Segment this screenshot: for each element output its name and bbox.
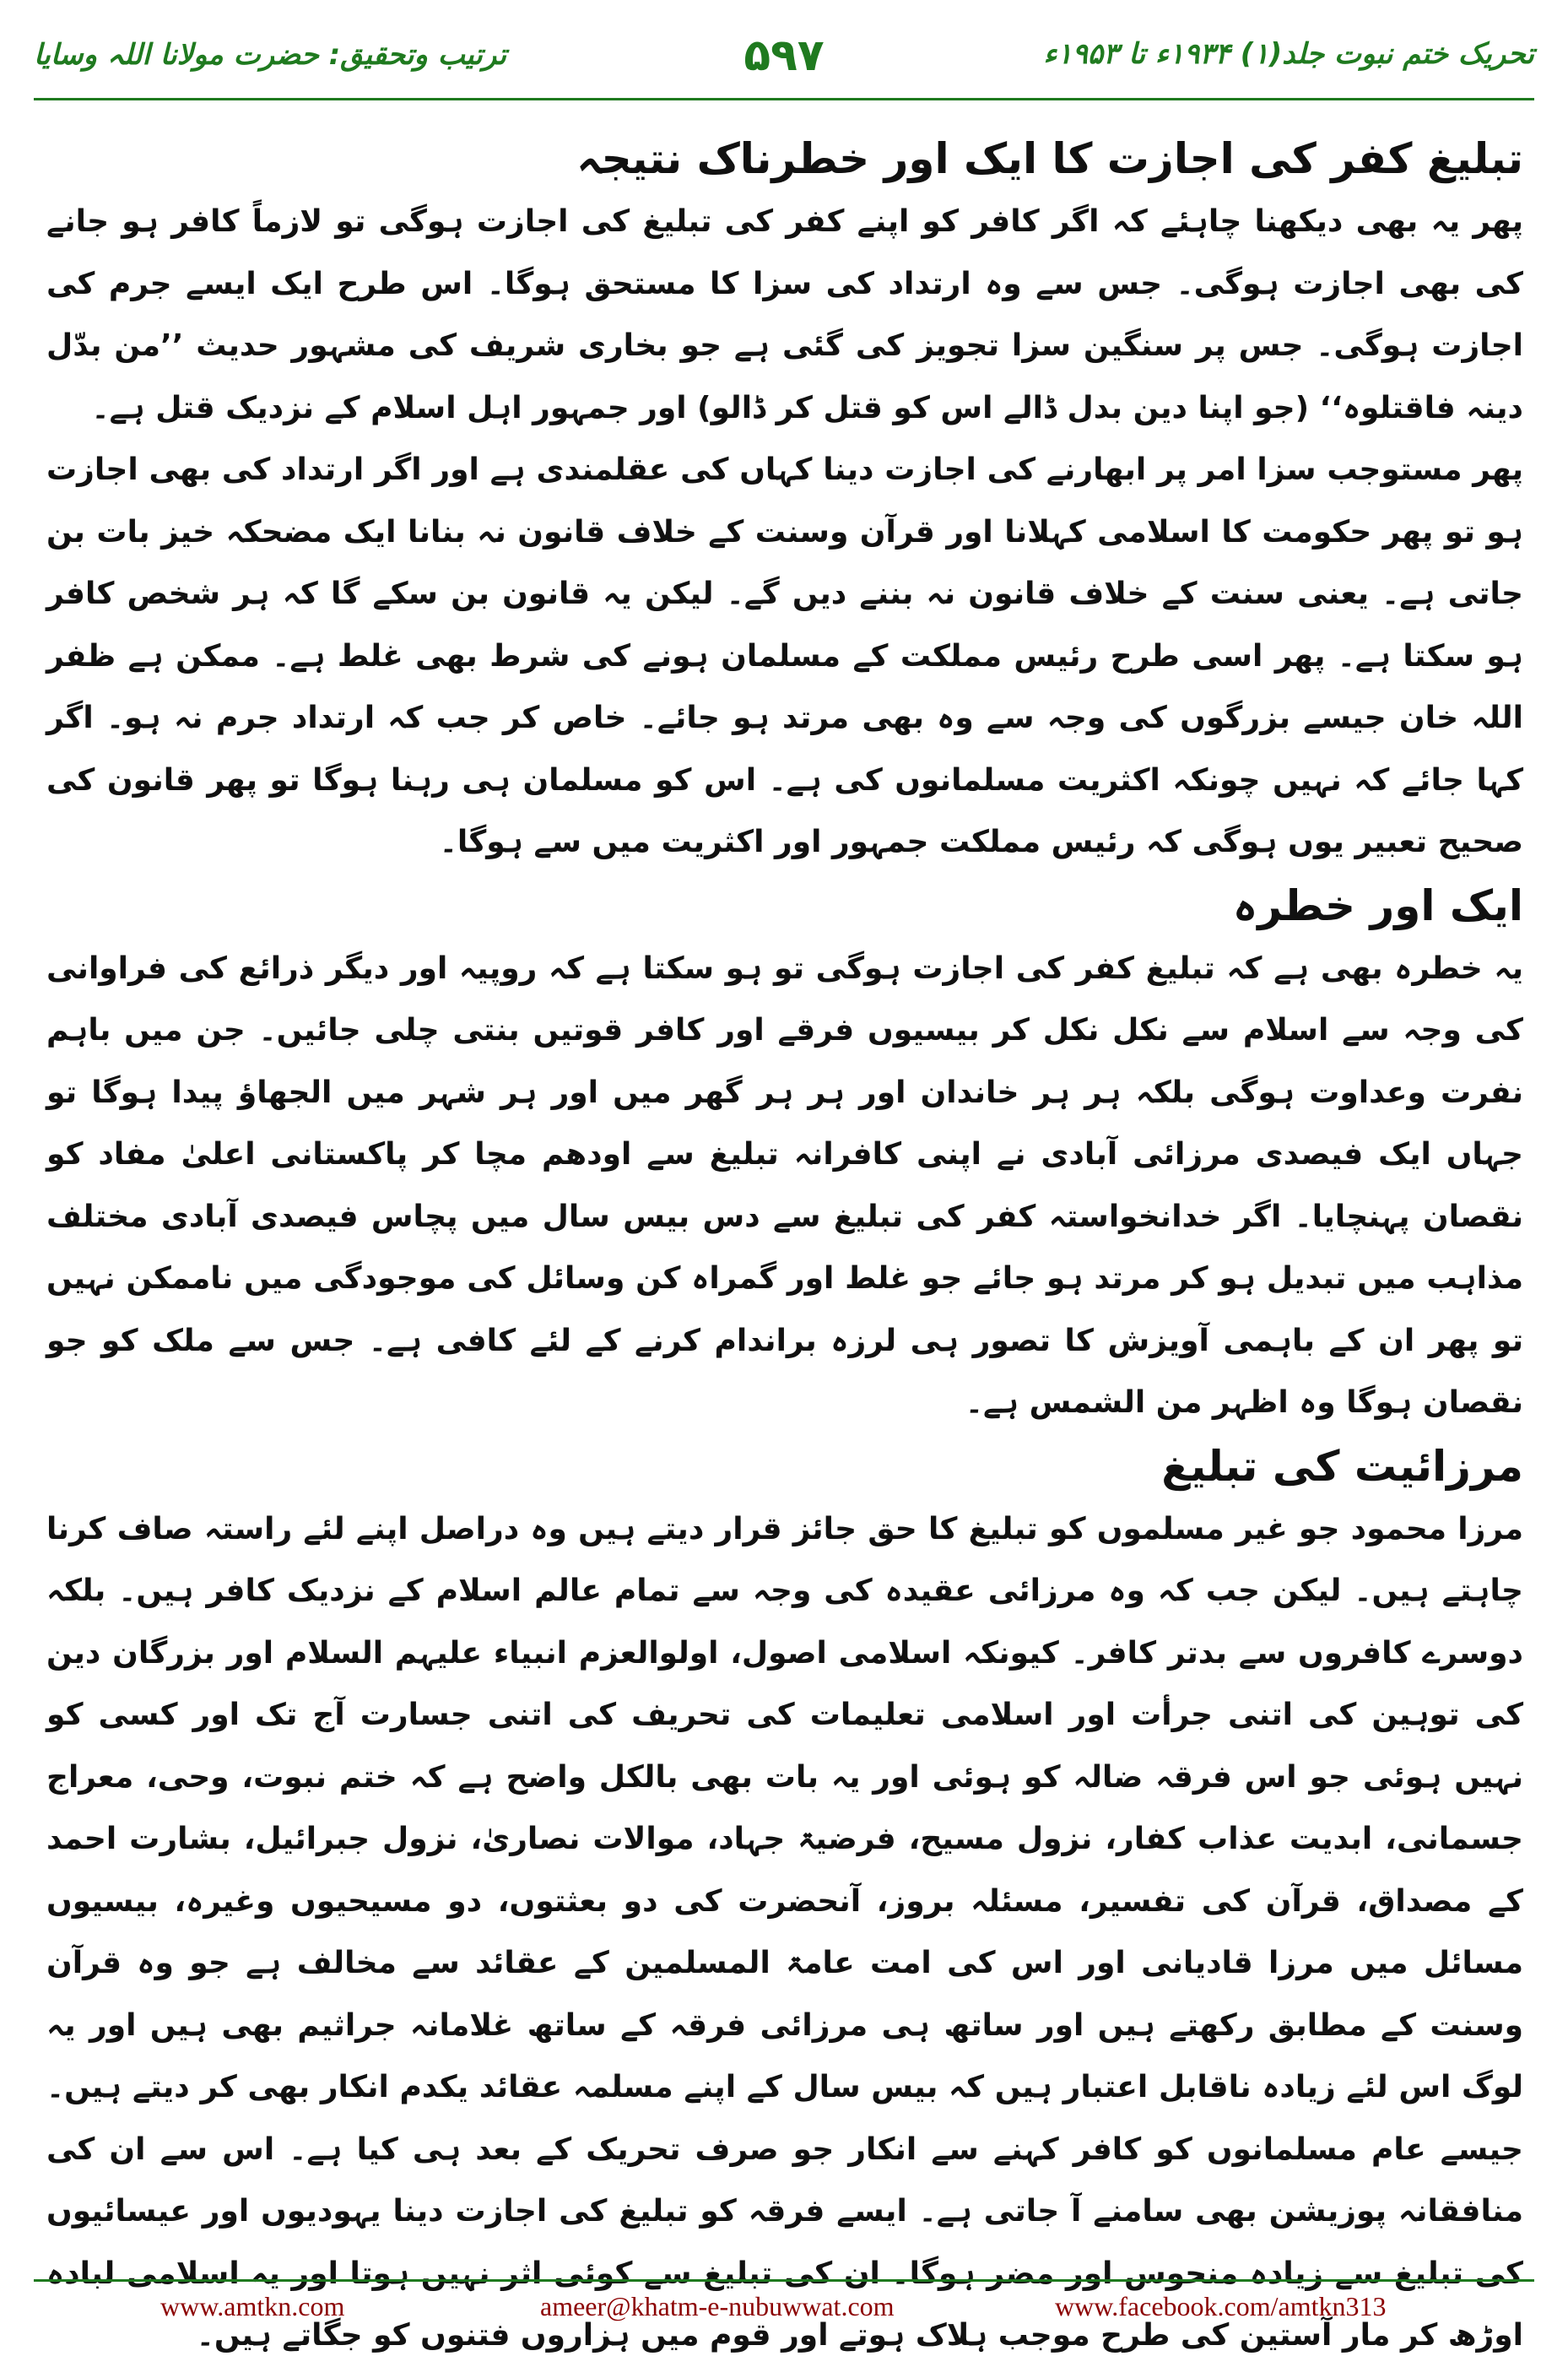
section-heading: مرزائیت کی تبلیغ [1161,1441,1523,1491]
compiler-credit: ترتیب وتحقیق: حضرت مولانا اللہ وسایا [34,38,507,72]
paragraph: پھر مستوجب سزا امر پر ابھارنے کی اجازت دینا کہاں کی عقلمندی ہے اور اگر ارتداد کی بھی اجازت ہو تو پھر حکومت کا اسلامی کہلانا اور قرآن وسنت کے خلاف قانون نہ بنانا ایک مضحکہ خیز بات بن جاتی ہے۔ یعنی سنت کے خلاف قانون نہ بننے دیں گے۔ لیکن یہ قانون بن سکے گا کہ ہر شخص کافر ہو سکتا ہے۔ پھر اسی طرح رئیس مملکت کے مسلمان ہونے کی شرط بھی غلط ہے۔ ممکن ہے ظفر اللہ خان جیسے بزرگوں کی وجہ سے وہ بھی مرتد ہو جائے۔ خاص کر جب کہ ارتداد جرم نہ ہو۔ اگر کہا جائے کہ نہیں چونکہ اکثریت مسلمانوں کی ہے۔ اس کو مسلمان ہی رہنا ہوگا تو پھر قانون کی صحیح تعبیر یوں ہوگی کہ رئیس مملکت جمہور اور اکثریت میں سے ہوگا۔ [46,452,1523,859]
website-link[interactable]: www.amtkn.com [160,2291,345,2321]
page-footer [0,2279,1568,2343]
page-header [34,30,1534,98]
email-link[interactable]: ameer@khatm-e-nubuwwat.com [540,2291,895,2321]
facebook-link[interactable]: www.facebook.com/amtkn313 [1055,2291,1387,2321]
footer-divider [34,2279,1534,2282]
paragraph: پھر یہ بھی دیکھنا چاہئے کہ اگر کافر کو اپنے کفر کی تبلیغ کی اجازت ہوگی تو لازماً کافر ہو جانے کی بھی اجازت ہوگی۔ جس سے وہ ارتداد کی سزا کا مستحق ہوگا۔ اس طرح ایک ایسے جرم کی اجازت ہوگی۔ جس پر سنگین سزا تجویز کی گئی ہے جو بخاری شریف کی مشہور حدیث ’’من بدّل دینہ فاقتلوہ‘‘ (جو اپنا دین بدل ڈالے اس کو قتل کر ڈالو) اور جمہور اہل اسلام کے نزدیک قتل ہے۔ [46,204,1523,425]
page-number: ۵۹۷ [743,30,825,81]
paragraph: مرزا محمود جو غیر مسلموں کو تبلیغ کا حق جائز قرار دیتے ہیں وہ دراصل اپنے لئے راستہ صاف کرنا چاہتے ہیں۔ لیکن جب کہ وہ مرزائی عقیدہ کی وجہ سے تمام عالم اسلام کے نزدیک کافر ہیں۔ بلکہ دوسرے کافروں سے بدتر کافر۔ کیونکہ اسلامی اصول، اولوالعزم انبیاء علیہم السلام اور بزرگان دین کی توہین کی اتنی جرأت اور اسلامی تعلیمات کی تحریف کی اتنی جسارت آج تک اور کسی کو نہیں ہوئی جو اس فرقہ ضالہ کو ہوئی اور یہ بات بھی بالکل واضح ہے کہ ختم نبوت، وحی، معراج جسمانی، ابدیت عذاب کفار، نزول مسیح، فرضیۃ جہاد، موالات نصاریٰ، نزول جبرائیل، بشارت احمد کے مصداق، قرآن کی تفسیر، مسئلہ بروز، آنحضرت کی دو بعثتوں، دو مسیحیوں وغیرہ، بیسیوں مسائل میں مرزا قادیانی اور اس کی امت عامۃ المسلمین کے عقائد سے مخالف ہے جو وہ قرآن وسنت کے مطابق رکھتے ہیں اور ساتھ ہی مرزائی فرقہ کے ساتھ غلامانہ جراثیم بھی ہیں اور یہ لوگ اس لئے زیادہ ناقابل اعتبار ہیں کہ بیس سال کے اپنے مسلمہ عقائد یکدم انکار بھی کر دیتے ہیں۔ جیسے عام مسلمانوں کو کافر کہنے سے انکار جو صرف تحریک کے بعد ہی کیا ہے۔ اس سے ان کی منافقانہ پوزیشن بھی سامنے آ جاتی ہے۔ ایسے فرقہ کو تبلیغ کی اجازت دینا یہودیوں اور عیسائیوں کی تبلیغ سے زیادہ منحوس اور مضر ہوگا۔ ان کی تبلیغ سے کوئی اثر نہیں ہوتا اور یہ اسلامی لبادہ اوڑھ کر مار آستین کی طرح موجب ہلاک ہوتے اور قوم میں ہزاروں فتنوں کو جگاتے ہیں۔ [46,1511,1523,2353]
paragraph: یہ خطرہ بھی ہے کہ تبلیغ کفر کی اجازت ہوگی تو ہو سکتا ہے کہ روپیہ اور دیگر ذرائع کی فراوانی کی وجہ سے اسلام سے نکل نکل کر بیسیوں فرقے اور کافر قوتیں بنتی چلی جائیں۔ جن میں باہم نفرت وعداوت ہوگی بلکہ ہر ہر خاندان اور ہر ہر گھر میں اور ہر شہر میں الجھاؤ پیدا ہوگا تو جہاں ایک فیصدی مرزائی آبادی نے اپنی کافرانہ تبلیغ سے اودھم مچا کر پاکستانی اعلیٰ مفاد کو نقصان پہنچایا۔ اگر خدانخواستہ کفر کی تبلیغ سے دس بیس سال میں پچاس فیصدی آبادی مختلف مذاہب میں تبدیل ہو کر مرتد ہو جائے جو غلط اور گمراہ کن وسائل کی موجودگی میں ناممکن نہیں تو پھر ان کے باہمی آویزش کا تصور ہی لرزہ براندام کرنے کے لئے کافی ہے۔ جس سے ملک کو جو نقصان ہوگا وہ اظہر من الشمس ہے۔ [46,951,1523,1420]
header-divider [34,98,1534,100]
section-heading: تبلیغ کفر کی اجازت کا ایک اور خطرناک نتیجہ [576,134,1523,183]
section-heading: ایک اور خطرہ [1232,880,1523,930]
book-title: تحریک ختم نبوت جلد(۱) ۱۹۳۴ء تا ۱۹۵۳ء [1043,37,1534,71]
